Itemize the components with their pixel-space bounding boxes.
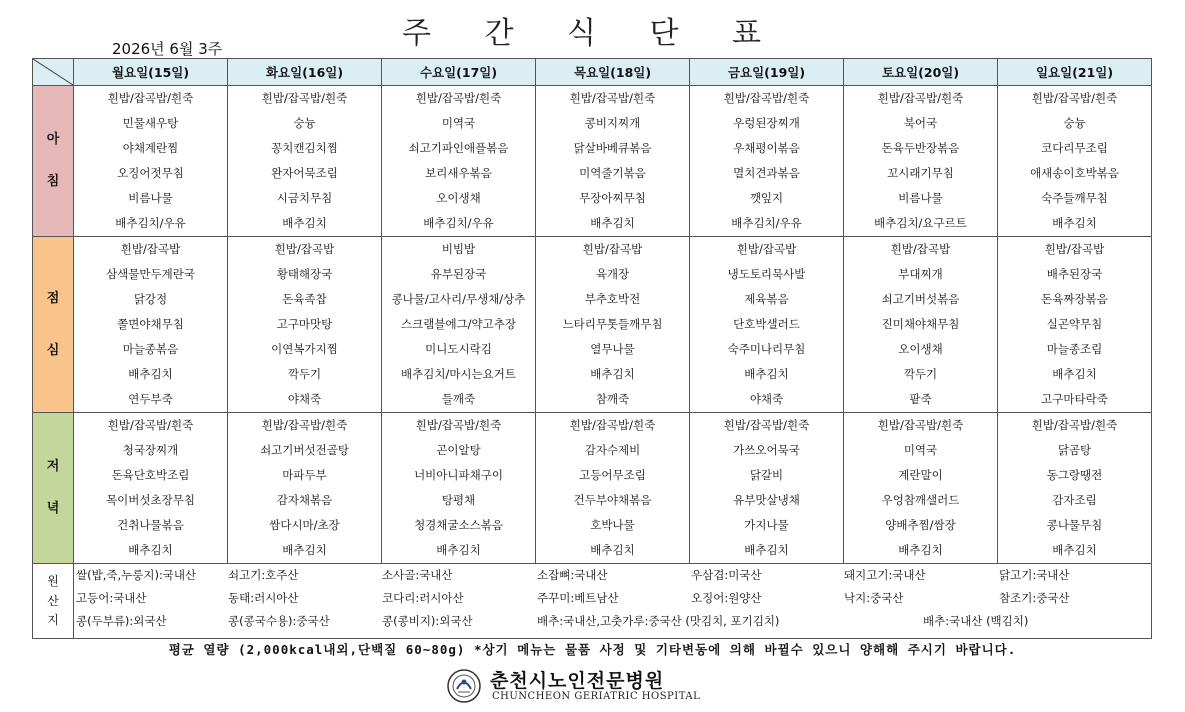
menu-item: 흰밥/잡곡밥/흰죽	[107, 91, 194, 105]
lunch-cell-sat	[844, 237, 998, 413]
menu-item: 흰밥/잡곡밥	[736, 242, 797, 256]
menu-item: 닭살바베큐볶음	[573, 141, 652, 155]
menu-item: 마늘종볶음	[122, 342, 179, 356]
menu-item: 팥죽	[909, 392, 932, 406]
menu-item: 너비아니파채구이	[414, 468, 503, 482]
menu-item: 배추김치	[1052, 367, 1097, 381]
notice-text: 평균 열량 (2,000kcal내외,단백질 60~80g) *상기 메뉴는 물품 사정 및 기타변동에 의해 바뀔수 있으니 양해해 주시기 바랍니다.	[168, 642, 1017, 657]
lunch-cell-wed	[382, 237, 536, 413]
menu-item: 돈육족찹	[282, 292, 327, 306]
hospital-logo-icon	[446, 668, 482, 704]
menu-item: 진미채야채무침	[881, 317, 960, 331]
menu-item: 코다리무조림	[1041, 141, 1108, 155]
lunch-cell-sun	[998, 237, 1152, 413]
menu-item: 건취나물볶음	[117, 518, 184, 532]
menu-item: 흰밥/잡곡밥/흰죽	[107, 418, 194, 432]
menu-item: 냉도토리묵사발	[727, 267, 806, 281]
breakfast-label-char: 침	[46, 174, 60, 189]
origin-item: 동태:러시아산	[228, 591, 299, 605]
menu-item: 흰밥/잡곡밥/흰죽	[569, 91, 656, 105]
menu-item: 호박나물	[590, 518, 635, 532]
menu-item: 배추김치	[128, 543, 173, 557]
origin-item: 주꾸미:베트남산	[537, 591, 619, 605]
menu-item: 시금치무침	[276, 191, 333, 205]
day-header-wed: 수요일(17일)	[382, 59, 536, 86]
lunch-cell-thu	[536, 237, 690, 413]
origin-item: 코다리:러시아산	[382, 591, 464, 605]
menu-item: 스크램블에그/약고추장	[401, 317, 516, 331]
menu-item: 흰밥/잡곡밥	[582, 242, 643, 256]
menu-item: 미니도시락김	[425, 342, 492, 356]
menu-item: 쇠고기파인애플볶음	[408, 141, 509, 155]
menu-item: 감자채볶음	[276, 493, 333, 507]
menu-item: 배추김치	[898, 543, 943, 557]
origin-cell	[74, 564, 1152, 639]
menu-item: 제육볶음	[744, 292, 789, 306]
week-date: 2026년 6월 3주	[112, 40, 223, 58]
menu-item: 배추김치	[1052, 543, 1097, 557]
menu-item: 고구마타락죽	[1041, 392, 1108, 406]
menu-item: 배추김치/요구르트	[874, 216, 967, 230]
menu-item: 목이버섯초장무침	[106, 493, 195, 507]
menu-item: 돈육두반장볶음	[881, 141, 960, 155]
menu-item: 삼색물만두계란국	[106, 267, 195, 281]
menu-item: 우채평이볶음	[733, 141, 800, 155]
day-header-sun: 일요일(21일)	[998, 59, 1152, 86]
lunch-label-char: 심	[46, 342, 60, 358]
menu-item: 미역국	[441, 116, 476, 130]
menu-item: 흰밥/잡곡밥/흰죽	[723, 418, 810, 432]
day-header-thu: 목요일(18일)	[536, 59, 690, 86]
menu-item: 배추김치	[590, 543, 635, 557]
menu-item: 야채죽	[749, 392, 784, 406]
menu-item: 계란말이	[898, 468, 943, 482]
menu-item: 깍두기	[903, 367, 938, 381]
menu-item: 흰밥/잡곡밥	[274, 242, 335, 256]
menu-item: 비름나물	[128, 191, 173, 205]
origin-item: 닭고기:국내산	[999, 568, 1070, 582]
menu-item: 꼬시래기무침	[887, 166, 954, 180]
menu-item: 유부된장국	[430, 267, 487, 281]
breakfast-cell-mon	[74, 86, 228, 237]
menu-item: 흰밥/잡곡밥/흰죽	[261, 418, 348, 432]
menu-item: 민물새우탕	[122, 116, 179, 130]
menu-item: 무장아찌무침	[579, 191, 646, 205]
menu-item: 탕평채	[441, 493, 476, 507]
lunch-row	[33, 237, 1152, 413]
day-header-row	[33, 59, 1152, 86]
menu-item: 쌈다시마/초장	[269, 518, 340, 532]
origin-item: 배추:국내산 (백김치)	[923, 614, 1029, 628]
menu-item: 흰밥/잡곡밥/흰죽	[877, 91, 964, 105]
day-header-tue: 화요일(16일)	[228, 59, 382, 86]
breakfast-cell-sun	[998, 86, 1152, 237]
menu-item: 배추김치	[436, 543, 481, 557]
origin-item: 배추:국내산,고춧가루:중국산 (맛김치, 포기김치)	[537, 614, 780, 628]
corner-cell	[33, 59, 74, 86]
menu-item: 비름나물	[898, 191, 943, 205]
menu-item: 감자수제비	[584, 443, 641, 457]
menu-item: 마늘종조림	[1046, 342, 1103, 356]
menu-item: 흰밥/잡곡밥/흰죽	[1031, 418, 1118, 432]
dinner-label-char: 저	[46, 459, 60, 475]
hospital-name-en: CHUNCHEON GERIATRIC HOSPITAL	[492, 691, 701, 702]
day-header-sat: 토요일(20일)	[844, 59, 998, 86]
menu-item: 돈육단호박조림	[111, 468, 190, 482]
breakfast-row	[33, 86, 1152, 237]
origin-item: 쇠고기:호주산	[228, 568, 299, 582]
menu-item: 숭늉	[293, 116, 316, 130]
breakfast-cell-tue	[228, 86, 382, 237]
menu-item: 우엉참깨샐러드	[881, 493, 960, 507]
menu-item: 완자어묵조림	[271, 166, 338, 180]
menu-item: 가쓰오어묵국	[733, 443, 800, 457]
menu-item: 콩비지찌개	[584, 116, 641, 130]
origin-item: 돼지고기:국내산	[844, 568, 926, 582]
menu-item: 오이생채	[898, 342, 943, 356]
hospital-name: 춘천시노인전문병원	[490, 670, 665, 692]
breakfast-cell-thu	[536, 86, 690, 237]
menu-item: 동그랑땡전	[1046, 468, 1103, 482]
menu-item: 흰밥/잡곡밥/흰죽	[723, 91, 810, 105]
menu-item: 느타리무톳들깨무침	[562, 317, 663, 331]
menu-item: 흰밥/잡곡밥/흰죽	[877, 418, 964, 432]
origin-label	[33, 564, 74, 639]
menu-item: 고구마맛탕	[276, 317, 333, 331]
origin-item: 오징어:원양산	[691, 591, 762, 605]
dinner-cell-mon	[74, 413, 228, 564]
menu-item: 황태해장국	[276, 267, 333, 281]
origin-row	[33, 564, 1152, 639]
menu-item: 연두부죽	[128, 392, 173, 406]
dinner-cell-sat	[844, 413, 998, 564]
menu-item: 쫄면야채무침	[117, 317, 184, 331]
dinner-cell-wed	[382, 413, 536, 564]
menu-item: 배추김치/우유	[423, 216, 494, 230]
dinner-label	[33, 413, 74, 564]
menu-item: 배추된장국	[1046, 267, 1103, 281]
menu-item: 흰밥/잡곡밥/흰죽	[261, 91, 348, 105]
lunch-label-char: 점	[46, 290, 60, 306]
menu-item: 실곤약무침	[1046, 317, 1103, 331]
menu-item: 배추김치	[282, 543, 327, 557]
menu-item: 닭갈비	[749, 468, 784, 482]
lunch-cell-fri	[690, 237, 844, 413]
lunch-cell-mon	[74, 237, 228, 413]
menu-item: 이연복가지찜	[271, 342, 338, 356]
menu-item: 우렁된장찌개	[733, 116, 800, 130]
dinner-cell-fri	[690, 413, 844, 564]
menu-item: 쇠고기버섯볶음	[881, 292, 960, 306]
dinner-cell-thu	[536, 413, 690, 564]
menu-item: 흰밥/잡곡밥	[890, 242, 951, 256]
menu-item: 배추김치	[128, 367, 173, 381]
menu-item: 미역줄기볶음	[579, 166, 646, 180]
diagonal-divider	[33, 59, 73, 85]
menu-item: 유부맛살냉채	[733, 493, 800, 507]
menu-item: 배추김치/우유	[115, 216, 186, 230]
day-header-mon: 월요일(15일)	[74, 59, 228, 86]
menu-item: 배추김치	[590, 367, 635, 381]
menu-item: 흰밥/잡곡밥	[1044, 242, 1105, 256]
menu-item: 건두부야채볶음	[573, 493, 652, 507]
origin-label-char: 지	[47, 613, 59, 628]
menu-item: 보리새우볶음	[425, 166, 492, 180]
lunch-label	[33, 237, 74, 413]
breakfast-label-char: 아	[46, 132, 60, 148]
menu-item: 깍두기	[287, 367, 322, 381]
breakfast-label	[33, 86, 74, 237]
origin-item: 콩(콩국수용):중국산	[228, 614, 330, 628]
origin-item: 쌀(밥,죽,누룽지):국내산	[76, 568, 197, 582]
menu-item: 청경채굴소스볶음	[414, 518, 503, 532]
page-title: 주 간 식 단 표	[401, 16, 784, 51]
menu-item: 부대찌개	[898, 267, 943, 281]
menu-item: 배추김치	[744, 367, 789, 381]
menu-item: 돈육짜장볶음	[1041, 292, 1108, 306]
menu-item: 단호박샐러드	[733, 317, 800, 331]
menu-item: 숭늉	[1063, 116, 1086, 130]
menu-item: 배추김치	[1052, 216, 1097, 230]
origin-item: 콩(콩비지):외국산	[382, 614, 473, 628]
origin-item: 참조기:중국산	[999, 591, 1070, 605]
menu-item: 흰밥/잡곡밥/흰죽	[415, 91, 502, 105]
breakfast-cell-sat	[844, 86, 998, 237]
menu-item: 곤이알탕	[436, 443, 481, 457]
menu-item: 마파두부	[282, 468, 327, 482]
dinner-cell-sun	[998, 413, 1152, 564]
menu-item: 쇠고기버섯전골탕	[260, 443, 349, 457]
menu-item: 멸치견과볶음	[733, 166, 800, 180]
origin-item: 소사골:국내산	[382, 568, 453, 582]
origin-row-1	[74, 564, 1151, 587]
dinner-cell-tue	[228, 413, 382, 564]
menu-item: 흰밥/잡곡밥	[120, 242, 181, 256]
origin-row-3	[74, 610, 1151, 633]
menu-item: 배추김치/우유	[731, 216, 802, 230]
menu-item: 닭곰탕	[1057, 443, 1092, 457]
menu-item: 감자조림	[1052, 493, 1097, 507]
menu-item: 오이생채	[436, 191, 481, 205]
lunch-cell-tue	[228, 237, 382, 413]
origin-item: 고등어:국내산	[76, 591, 147, 605]
menu-item: 육개장	[595, 267, 630, 281]
origin-item: 콩(두부류):외국산	[76, 614, 167, 628]
menu-item: 닭강정	[133, 292, 168, 306]
menu-item: 배추김치	[590, 216, 635, 230]
breakfast-cell-wed	[382, 86, 536, 237]
menu-item: 흰밥/잡곡밥/흰죽	[1031, 91, 1118, 105]
menu-item: 비빔밥	[441, 242, 476, 256]
origin-row-2	[74, 587, 1151, 610]
menu-item: 배추김치	[282, 216, 327, 230]
origin-label-char: 산	[47, 593, 59, 608]
breakfast-cell-fri	[690, 86, 844, 237]
menu-item: 야채죽	[287, 392, 322, 406]
menu-item: 양배추찜/쌈장	[885, 518, 956, 532]
menu-item: 콩나물무침	[1046, 518, 1103, 532]
origin-label-char: 원	[47, 574, 59, 589]
menu-item: 오징어젓무침	[117, 166, 184, 180]
menu-item: 배추김치	[744, 543, 789, 557]
menu-item: 숙주들깨무침	[1041, 191, 1108, 205]
menu-item: 애새송이호박볶음	[1030, 166, 1119, 180]
dinner-label-char: 녁	[46, 501, 60, 516]
menu-item: 열무나물	[590, 342, 635, 356]
menu-item: 콩나물/고사리/무생채/상추	[391, 292, 526, 306]
menu-item: 흰밥/잡곡밥/흰죽	[415, 418, 502, 432]
menu-item: 부추호박전	[584, 292, 641, 306]
menu-item: 참깨죽	[595, 392, 630, 406]
menu-item: 미역국	[903, 443, 938, 457]
weekly-menu-table	[32, 58, 1152, 639]
menu-item: 청국장찌개	[122, 443, 179, 457]
menu-item: 고등어무조림	[579, 468, 646, 482]
origin-item: 우삼겹:미국산	[691, 568, 762, 582]
dinner-row	[33, 413, 1152, 564]
menu-item: 북어국	[903, 116, 938, 130]
menu-item: 야채계란찜	[122, 141, 179, 155]
menu-item: 배추김치/마시는요거트	[401, 367, 516, 381]
menu-item: 깻잎지	[749, 191, 784, 205]
menu-item: 꽁치캔김치찜	[271, 141, 338, 155]
menu-item: 흰밥/잡곡밥/흰죽	[569, 418, 656, 432]
origin-item: 소잡뼈:국내산	[537, 568, 608, 582]
menu-item: 숙주미나리무침	[727, 342, 806, 356]
menu-item: 가지나물	[744, 518, 789, 532]
origin-item: 낙지:중국산	[844, 591, 904, 605]
menu-item: 들깨죽	[441, 392, 476, 406]
day-header-fri: 금요일(19일)	[690, 59, 844, 86]
